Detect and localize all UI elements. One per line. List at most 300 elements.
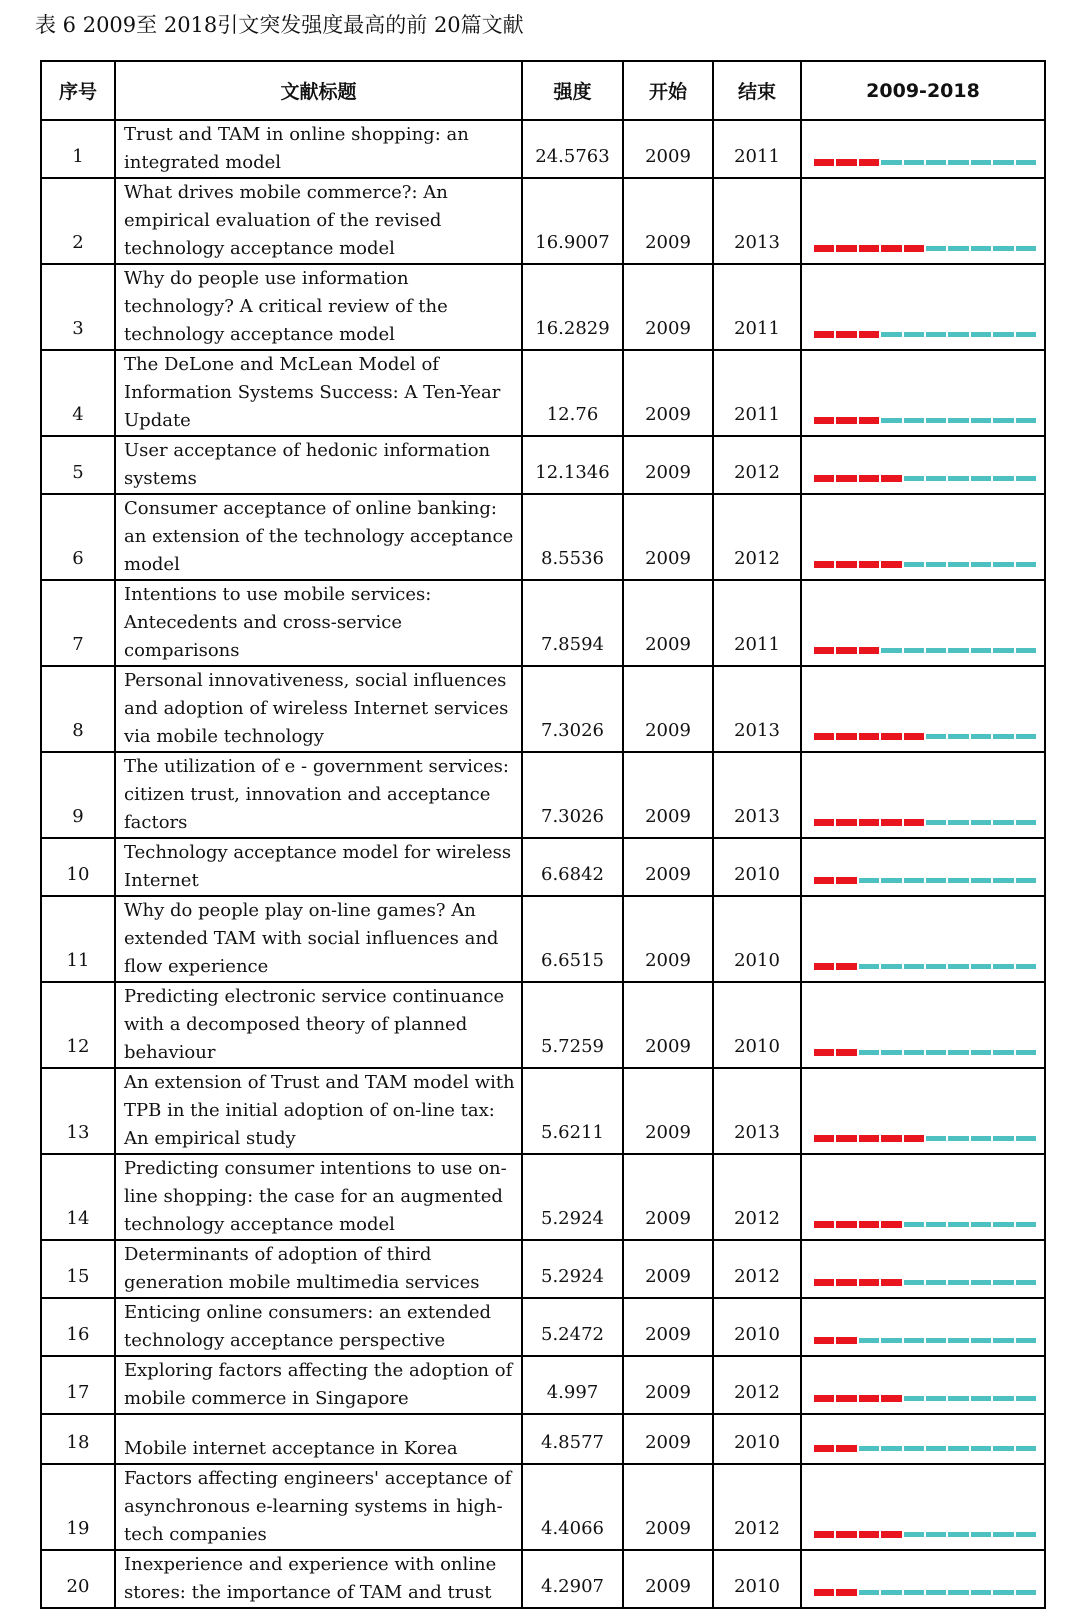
row-burst-timeline <box>801 838 1045 896</box>
normal-year-segment <box>993 820 1013 825</box>
burst-year-segment <box>814 331 834 338</box>
row-title: Predicting consumer intentions to use on-line shopping: the case for an augmented technology acceptance model <box>115 1154 522 1240</box>
burst-year-segment <box>859 819 879 826</box>
normal-year-segment <box>926 1338 946 1343</box>
normal-year-segment <box>904 562 924 567</box>
normal-year-segment <box>948 1446 968 1451</box>
normal-year-segment <box>993 332 1013 337</box>
table-body <box>41 120 1045 1608</box>
normal-year-segment <box>881 418 901 423</box>
normal-year-segment <box>881 160 901 165</box>
row-number: 2 <box>41 178 115 264</box>
row-number: 12 <box>41 982 115 1068</box>
row-burst-timeline <box>801 1414 1045 1464</box>
burst-year-segment <box>814 1337 834 1344</box>
header-row <box>41 61 1045 120</box>
row-begin: 2009 <box>623 580 713 666</box>
table-row <box>41 350 1045 436</box>
burst-year-segment <box>814 1395 834 1402</box>
burst-year-segment <box>904 1135 924 1142</box>
row-begin: 2009 <box>623 178 713 264</box>
burst-year-segment <box>881 819 901 826</box>
table-row <box>41 1240 1045 1298</box>
normal-year-segment <box>904 1590 924 1595</box>
normal-year-segment <box>859 964 879 969</box>
table-row <box>41 494 1045 580</box>
row-number: 8 <box>41 666 115 752</box>
normal-year-segment <box>948 476 968 481</box>
burst-year-segment <box>836 245 856 252</box>
burst-year-segment <box>814 1531 834 1538</box>
row-number: 18 <box>41 1414 115 1464</box>
burst-year-segment <box>814 1445 834 1452</box>
row-title: Predicting electronic service continuance with a decomposed theory of planned behaviour <box>115 982 522 1068</box>
burst-year-segment <box>814 1589 834 1596</box>
row-strength: 12.76 <box>522 350 623 436</box>
row-burst-timeline <box>801 120 1045 178</box>
table-row <box>41 436 1045 494</box>
normal-year-segment <box>993 1590 1013 1595</box>
normal-year-segment <box>859 1050 879 1055</box>
burst-year-segment <box>836 1589 856 1596</box>
burst-year-segment <box>859 417 879 424</box>
normal-year-segment <box>859 1338 879 1343</box>
normal-year-segment <box>1016 1222 1036 1227</box>
row-end: 2011 <box>713 580 801 666</box>
row-title: An extension of Trust and TAM model with TPB in the initial adoption of on-line tax: An empirical study <box>115 1068 522 1154</box>
row-title: Why do people use information technology? A critical review of the technology acceptance model <box>115 264 522 350</box>
normal-year-segment <box>881 1446 901 1451</box>
row-title: Determinants of adoption of third generation mobile multimedia services <box>115 1240 522 1298</box>
normal-year-segment <box>948 160 968 165</box>
table-row <box>41 666 1045 752</box>
row-title: Intentions to use mobile services: Antecedents and cross-service comparisons <box>115 580 522 666</box>
table-row <box>41 1550 1045 1608</box>
row-end: 2013 <box>713 178 801 264</box>
row-burst-timeline <box>801 494 1045 580</box>
normal-year-segment <box>926 1446 946 1451</box>
normal-year-segment <box>926 1280 946 1285</box>
burst-year-segment <box>814 245 834 252</box>
normal-year-segment <box>993 418 1013 423</box>
normal-year-segment <box>993 648 1013 653</box>
normal-year-segment <box>948 1338 968 1343</box>
normal-year-segment <box>971 246 991 251</box>
row-begin: 2009 <box>623 1550 713 1608</box>
normal-year-segment <box>1016 964 1036 969</box>
row-end: 2010 <box>713 1414 801 1464</box>
row-end: 2012 <box>713 494 801 580</box>
normal-year-segment <box>926 418 946 423</box>
row-end: 2012 <box>713 1240 801 1298</box>
normal-year-segment <box>971 160 991 165</box>
row-end: 2013 <box>713 666 801 752</box>
normal-year-segment <box>993 1050 1013 1055</box>
normal-year-segment <box>971 418 991 423</box>
table-row <box>41 896 1045 982</box>
row-strength: 7.8594 <box>522 580 623 666</box>
table-row <box>41 982 1045 1068</box>
table-row <box>41 580 1045 666</box>
row-strength: 12.1346 <box>522 436 623 494</box>
normal-year-segment <box>971 1280 991 1285</box>
normal-year-segment <box>926 648 946 653</box>
normal-year-segment <box>993 1446 1013 1451</box>
row-number: 10 <box>41 838 115 896</box>
burst-year-segment <box>814 1135 834 1142</box>
normal-year-segment <box>971 1136 991 1141</box>
row-end: 2012 <box>713 1154 801 1240</box>
row-burst-timeline <box>801 178 1045 264</box>
normal-year-segment <box>926 1396 946 1401</box>
normal-year-segment <box>926 1590 946 1595</box>
burst-year-segment <box>814 877 834 884</box>
burst-year-segment <box>814 819 834 826</box>
burst-citation-table <box>40 60 1046 1609</box>
row-number: 9 <box>41 752 115 838</box>
row-begin: 2009 <box>623 1240 713 1298</box>
row-burst-timeline <box>801 752 1045 838</box>
table-row <box>41 838 1045 896</box>
normal-year-segment <box>881 964 901 969</box>
row-title: Exploring factors affecting the adoption of mobile commerce in Singapore <box>115 1356 522 1414</box>
burst-year-segment <box>814 1049 834 1056</box>
row-number: 4 <box>41 350 115 436</box>
normal-year-segment <box>971 734 991 739</box>
normal-year-segment <box>926 1050 946 1055</box>
row-number: 15 <box>41 1240 115 1298</box>
burst-year-segment <box>836 1445 856 1452</box>
row-title: The utilization of e - government services: citizen trust, innovation and acceptance factors <box>115 752 522 838</box>
row-end: 2010 <box>713 1298 801 1356</box>
normal-year-segment <box>904 1532 924 1537</box>
burst-year-segment <box>836 1531 856 1538</box>
row-burst-timeline <box>801 1068 1045 1154</box>
normal-year-segment <box>904 418 924 423</box>
normal-year-segment <box>1016 820 1036 825</box>
burst-year-segment <box>814 963 834 970</box>
burst-year-segment <box>814 561 834 568</box>
row-strength: 5.2924 <box>522 1154 623 1240</box>
normal-year-segment <box>971 562 991 567</box>
row-end: 2013 <box>713 752 801 838</box>
normal-year-segment <box>904 964 924 969</box>
normal-year-segment <box>881 648 901 653</box>
header-range: 2009-2018 <box>801 61 1045 120</box>
row-burst-timeline <box>801 1154 1045 1240</box>
burst-year-segment <box>836 1337 856 1344</box>
normal-year-segment <box>1016 1396 1036 1401</box>
table-row <box>41 1356 1045 1414</box>
normal-year-segment <box>948 964 968 969</box>
row-number: 20 <box>41 1550 115 1608</box>
normal-year-segment <box>948 1396 968 1401</box>
row-strength: 6.6515 <box>522 896 623 982</box>
burst-year-segment <box>904 245 924 252</box>
burst-year-segment <box>881 1135 901 1142</box>
burst-year-segment <box>836 1135 856 1142</box>
normal-year-segment <box>948 418 968 423</box>
burst-year-segment <box>859 561 879 568</box>
normal-year-segment <box>948 246 968 251</box>
row-title: Why do people play on-line games? An extended TAM with social influences and flow experience <box>115 896 522 982</box>
row-end: 2010 <box>713 838 801 896</box>
header-begin: 开始 <box>623 61 713 120</box>
row-end: 2010 <box>713 982 801 1068</box>
burst-year-segment <box>859 159 879 166</box>
row-number: 16 <box>41 1298 115 1356</box>
row-title: Personal innovativeness, social influences and adoption of wireless Internet services via mobile technology <box>115 666 522 752</box>
normal-year-segment <box>971 1532 991 1537</box>
burst-year-segment <box>814 647 834 654</box>
normal-year-segment <box>859 1446 879 1451</box>
normal-year-segment <box>1016 1280 1036 1285</box>
burst-year-segment <box>881 1279 901 1286</box>
burst-year-segment <box>859 647 879 654</box>
normal-year-segment <box>881 332 901 337</box>
normal-year-segment <box>993 964 1013 969</box>
normal-year-segment <box>1016 1136 1036 1141</box>
normal-year-segment <box>1016 1338 1036 1343</box>
normal-year-segment <box>904 1050 924 1055</box>
burst-year-segment <box>814 733 834 740</box>
burst-year-segment <box>859 1279 879 1286</box>
normal-year-segment <box>971 1590 991 1595</box>
row-burst-timeline <box>801 1550 1045 1608</box>
row-title: Trust and TAM in online shopping: an integrated model <box>115 120 522 178</box>
normal-year-segment <box>948 878 968 883</box>
row-number: 11 <box>41 896 115 982</box>
table-row <box>41 1464 1045 1550</box>
normal-year-segment <box>926 1136 946 1141</box>
row-begin: 2009 <box>623 1154 713 1240</box>
normal-year-segment <box>993 1136 1013 1141</box>
row-burst-timeline <box>801 264 1045 350</box>
normal-year-segment <box>993 1280 1013 1285</box>
row-burst-timeline <box>801 580 1045 666</box>
row-strength: 5.6211 <box>522 1068 623 1154</box>
normal-year-segment <box>948 648 968 653</box>
normal-year-segment <box>971 1338 991 1343</box>
row-end: 2013 <box>713 1068 801 1154</box>
row-strength: 5.2924 <box>522 1240 623 1298</box>
burst-year-segment <box>814 159 834 166</box>
row-begin: 2009 <box>623 1464 713 1550</box>
burst-year-segment <box>836 1279 856 1286</box>
table-row <box>41 264 1045 350</box>
burst-year-segment <box>859 733 879 740</box>
row-begin: 2009 <box>623 1298 713 1356</box>
row-burst-timeline <box>801 982 1045 1068</box>
burst-year-segment <box>836 475 856 482</box>
burst-year-segment <box>814 417 834 424</box>
row-number: 17 <box>41 1356 115 1414</box>
row-end: 2012 <box>713 1464 801 1550</box>
row-burst-timeline <box>801 1298 1045 1356</box>
normal-year-segment <box>926 246 946 251</box>
burst-year-segment <box>836 1395 856 1402</box>
normal-year-segment <box>971 332 991 337</box>
table-row <box>41 1068 1045 1154</box>
burst-year-segment <box>836 963 856 970</box>
burst-year-segment <box>836 159 856 166</box>
row-begin: 2009 <box>623 1414 713 1464</box>
row-strength: 5.2472 <box>522 1298 623 1356</box>
row-begin: 2009 <box>623 896 713 982</box>
normal-year-segment <box>926 1222 946 1227</box>
normal-year-segment <box>881 878 901 883</box>
table-row <box>41 1298 1045 1356</box>
row-end: 2010 <box>713 896 801 982</box>
row-begin: 2009 <box>623 264 713 350</box>
normal-year-segment <box>859 1590 879 1595</box>
row-end: 2012 <box>713 1356 801 1414</box>
header-title: 文献标题 <box>115 61 522 120</box>
normal-year-segment <box>1016 878 1036 883</box>
row-begin: 2009 <box>623 1068 713 1154</box>
row-begin: 2009 <box>623 838 713 896</box>
row-begin: 2009 <box>623 120 713 178</box>
row-strength: 4.2907 <box>522 1550 623 1608</box>
burst-year-segment <box>904 733 924 740</box>
normal-year-segment <box>1016 648 1036 653</box>
row-title: Factors affecting engineers' acceptance of asynchronous e-learning systems in high-tech companies <box>115 1464 522 1550</box>
row-end: 2011 <box>713 350 801 436</box>
row-title: User acceptance of hedonic information systems <box>115 436 522 494</box>
normal-year-segment <box>926 734 946 739</box>
normal-year-segment <box>948 1050 968 1055</box>
normal-year-segment <box>1016 160 1036 165</box>
burst-year-segment <box>881 733 901 740</box>
row-title: Mobile internet acceptance in Korea <box>115 1414 522 1464</box>
normal-year-segment <box>971 964 991 969</box>
row-strength: 6.6842 <box>522 838 623 896</box>
normal-year-segment <box>971 1446 991 1451</box>
normal-year-segment <box>1016 1050 1036 1055</box>
row-end: 2010 <box>713 1550 801 1608</box>
row-end: 2011 <box>713 264 801 350</box>
normal-year-segment <box>926 160 946 165</box>
normal-year-segment <box>971 820 991 825</box>
row-end: 2012 <box>713 436 801 494</box>
row-strength: 16.2829 <box>522 264 623 350</box>
burst-year-segment <box>859 1221 879 1228</box>
normal-year-segment <box>904 1446 924 1451</box>
burst-year-segment <box>814 475 834 482</box>
row-number: 1 <box>41 120 115 178</box>
row-number: 5 <box>41 436 115 494</box>
normal-year-segment <box>993 1396 1013 1401</box>
normal-year-segment <box>926 476 946 481</box>
row-strength: 5.7259 <box>522 982 623 1068</box>
row-burst-timeline <box>801 436 1045 494</box>
normal-year-segment <box>993 1222 1013 1227</box>
row-end: 2011 <box>713 120 801 178</box>
row-strength: 16.9007 <box>522 178 623 264</box>
normal-year-segment <box>971 648 991 653</box>
normal-year-segment <box>904 332 924 337</box>
row-title: Enticing online consumers: an extended technology acceptance perspective <box>115 1298 522 1356</box>
burst-year-segment <box>881 1395 901 1402</box>
header-end: 结束 <box>713 61 801 120</box>
normal-year-segment <box>904 1222 924 1227</box>
normal-year-segment <box>993 246 1013 251</box>
normal-year-segment <box>926 878 946 883</box>
normal-year-segment <box>971 878 991 883</box>
row-title: The DeLone and McLean Model of Information Systems Success: A Ten-Year Update <box>115 350 522 436</box>
row-begin: 2009 <box>623 494 713 580</box>
row-number: 19 <box>41 1464 115 1550</box>
row-number: 6 <box>41 494 115 580</box>
burst-year-segment <box>859 1395 879 1402</box>
burst-year-segment <box>859 331 879 338</box>
row-title: What drives mobile commerce?: An empirical evaluation of the revised technology acceptance model <box>115 178 522 264</box>
burst-year-segment <box>859 475 879 482</box>
header-no: 序号 <box>41 61 115 120</box>
row-strength: 4.8577 <box>522 1414 623 1464</box>
burst-year-segment <box>836 331 856 338</box>
row-title: Inexperience and experience with online stores: the importance of TAM and trust <box>115 1550 522 1608</box>
burst-year-segment <box>836 733 856 740</box>
burst-year-segment <box>836 877 856 884</box>
normal-year-segment <box>904 160 924 165</box>
normal-year-segment <box>1016 476 1036 481</box>
normal-year-segment <box>926 332 946 337</box>
normal-year-segment <box>993 562 1013 567</box>
row-burst-timeline <box>801 666 1045 752</box>
burst-year-segment <box>836 1221 856 1228</box>
normal-year-segment <box>904 1280 924 1285</box>
burst-year-segment <box>859 1135 879 1142</box>
burst-year-segment <box>836 417 856 424</box>
normal-year-segment <box>881 1590 901 1595</box>
row-begin: 2009 <box>623 666 713 752</box>
row-burst-timeline <box>801 1240 1045 1298</box>
normal-year-segment <box>948 1532 968 1537</box>
row-title: Consumer acceptance of online banking: an extension of the technology acceptance model <box>115 494 522 580</box>
table-row <box>41 752 1045 838</box>
normal-year-segment <box>948 562 968 567</box>
normal-year-segment <box>881 1050 901 1055</box>
row-strength: 4.997 <box>522 1356 623 1414</box>
normal-year-segment <box>1016 332 1036 337</box>
normal-year-segment <box>1016 1590 1036 1595</box>
normal-year-segment <box>904 476 924 481</box>
normal-year-segment <box>904 648 924 653</box>
normal-year-segment <box>926 562 946 567</box>
burst-year-segment <box>836 819 856 826</box>
normal-year-segment <box>971 476 991 481</box>
normal-year-segment <box>1016 246 1036 251</box>
row-title: Technology acceptance model for wireless Internet <box>115 838 522 896</box>
row-number: 14 <box>41 1154 115 1240</box>
normal-year-segment <box>971 1222 991 1227</box>
row-begin: 2009 <box>623 1356 713 1414</box>
row-number: 13 <box>41 1068 115 1154</box>
burst-year-segment <box>859 1531 879 1538</box>
row-begin: 2009 <box>623 350 713 436</box>
table-row <box>41 120 1045 178</box>
row-number: 7 <box>41 580 115 666</box>
burst-year-segment <box>836 561 856 568</box>
normal-year-segment <box>993 1338 1013 1343</box>
row-strength: 7.3026 <box>522 666 623 752</box>
row-strength: 4.4066 <box>522 1464 623 1550</box>
row-begin: 2009 <box>623 436 713 494</box>
burst-year-segment <box>814 1279 834 1286</box>
normal-year-segment <box>948 734 968 739</box>
normal-year-segment <box>904 1338 924 1343</box>
